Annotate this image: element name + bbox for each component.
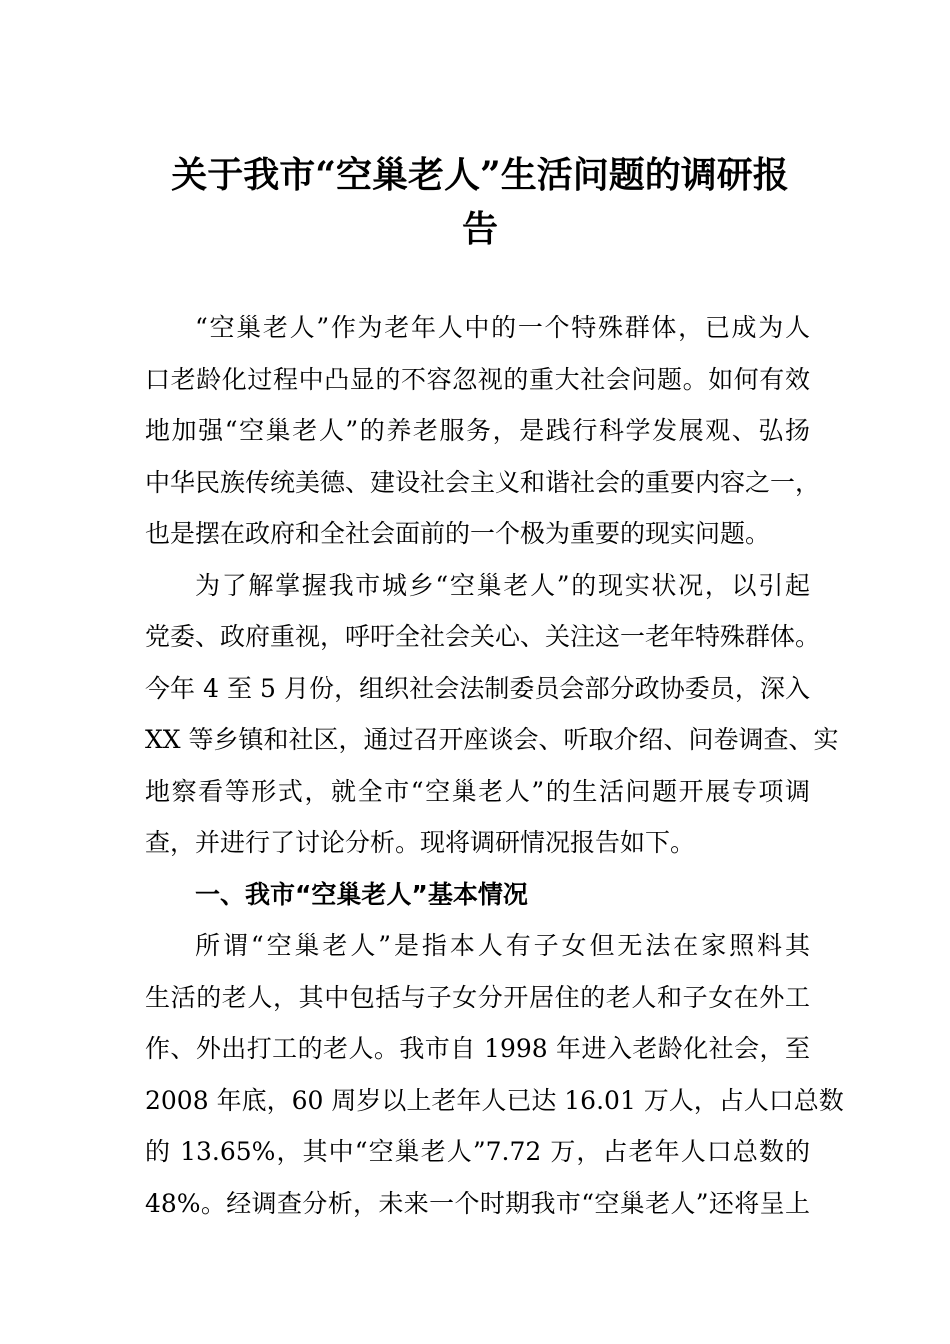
- text-line: “空巢老人”作为老年人中的一个特殊群体，已成为人: [195, 313, 810, 342]
- text-line: XX 等乡镇和社区，通过召开座谈会、听取介绍、问卷调查、实: [145, 725, 839, 754]
- text-line: 今年 4 至 5 月份，组织社会法制委员会部分政协委员，深入: [145, 673, 810, 703]
- text-line: 为了解掌握我市城乡“空巢老人”的现实状况，以引起: [195, 570, 810, 600]
- text-line: 也是摆在政府和全社会面前的一个极为重要的现实问题。: [145, 519, 771, 548]
- text-line: 地察看等形式，就全市“空巢老人”的生活问题开展专项调: [145, 776, 810, 806]
- text-line: 2008 年底，60 周岁以上老年人已达 16.01 万人，占人口总数: [145, 1085, 844, 1115]
- document-title: [150, 148, 810, 256]
- text-line: 口老龄化过程中凸显的不容忽视的重大社会问题。如何有效: [145, 364, 810, 394]
- paragraph-basic-situation: [145, 920, 844, 1229]
- text-line: 所谓“空巢老人”是指本人有子女但无法在家照料其: [195, 931, 810, 960]
- section-heading: 一、我市“空巢老人”基本情况: [195, 879, 528, 909]
- document-body: [145, 302, 844, 1229]
- text-line: 48%。经调查分析，未来一个时期我市“空巢老人”还将呈上: [145, 1188, 810, 1218]
- text-line: 党委、政府重视，呼吁全社会关心、关注这一老年特殊群体。: [145, 622, 821, 651]
- text-line: 生活的老人，其中包括与子女分开居住的老人和子女在外工: [145, 982, 810, 1012]
- title-line: 关于我市“空巢老人”生活问题的调研报: [171, 154, 789, 196]
- text-line: 中华民族传统美德、建设社会主义和谐社会的重要内容之一，: [145, 467, 821, 497]
- text-line: 查，并进行了讨论分析。现将调研情况报告如下。: [145, 828, 696, 857]
- text-line: 地加强“空巢老人”的养老服务，是践行科学发展观、弘扬: [145, 416, 810, 445]
- paragraph-purpose: [145, 560, 839, 869]
- title-line: 告: [461, 208, 498, 250]
- paragraph-intro: [145, 302, 821, 560]
- text-line: 的 13.65%，其中“空巢老人”7.72 万，占老年人口总数的: [145, 1137, 810, 1166]
- text-line: 作、外出打工的老人。我市自 1998 年进入老龄化社会，至: [145, 1034, 810, 1063]
